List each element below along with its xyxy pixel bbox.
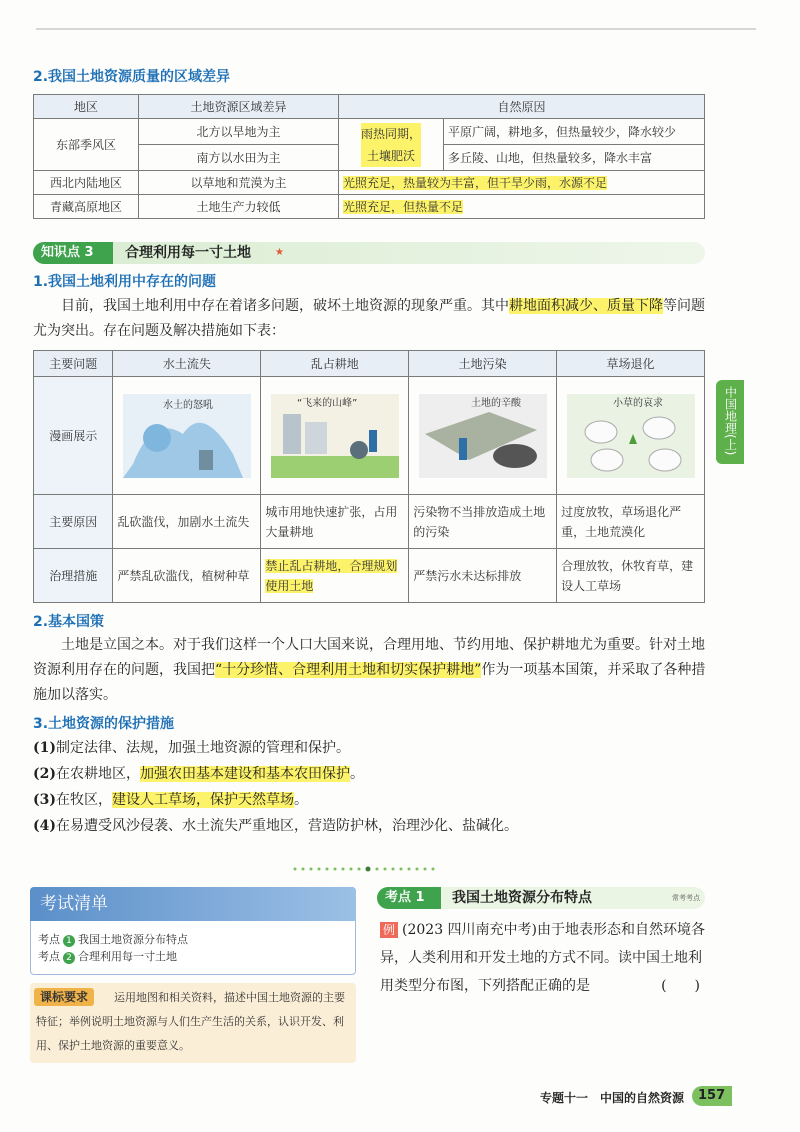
cause-erosion: 乱砍滥伐，加剧水土流失 (113, 495, 261, 549)
nw-reason: 光照充足，热量较为丰富，但干旱少雨，水源不足 (343, 176, 608, 190)
problems-header-occupation: 乱占耕地 (261, 351, 409, 377)
cartoon-caption-erosion: 水土的怒吼 (162, 399, 213, 411)
example-body (380, 916, 706, 1000)
east-south-diff: 南方以水田为主 (139, 145, 339, 171)
curriculum-text: 运用地图和相关资料，描述中国土地资源的主要特征；举例说明土地资源与人们生产生活的关系，认识开发、利用、保护土地资源的重要意义。 (36, 991, 345, 1052)
policy-text-a: 土地是立国之本。对于我们这样一个人口大国来说，合理用地、节约用地、保护耕地尤为重要。针对土地资源利用存在的问题，我国把 (33, 637, 705, 678)
erosion-cartoon-image (123, 394, 251, 478)
cartoon-caption-pollution: 土地的辛酸 (470, 397, 521, 409)
exam-item-prefix-1: 考点 (38, 933, 60, 946)
example-title: 我国土地资源分布特点 (452, 890, 592, 906)
east-common-reason-cell (339, 119, 444, 171)
protection-highlight-3: 建设人工草场，保护天然草场 (112, 792, 294, 808)
exam-list-item-1[interactable] (38, 931, 188, 947)
example-text: 由于地表形态和自然环境各异，人类利用和开发土地的方式不同。读中国土地利用类型分布图，下列搭配正确的是 (380, 922, 706, 994)
cartoon-degradation-cell (557, 377, 705, 495)
header-reason: 自然原因 (339, 95, 705, 119)
measure-occupation: 禁止乱占耕地，合理规划使用土地 (265, 558, 398, 593)
pollution-cartoon-image (419, 394, 547, 478)
protection-text-4: 在易遭受风沙侵袭、水土流失严重地区，营造防护林，治理沙化、盐碱化。 (56, 818, 518, 834)
example-answer-bracket[interactable]: ( ) (661, 978, 700, 994)
protection-item-2 (33, 762, 364, 786)
curriculum-tag: 课标要求 (34, 988, 94, 1006)
example-badge: 例 (380, 922, 398, 938)
exam-item-num-1: 1 (63, 935, 75, 947)
knowledge-point-tag: 知识点 3 (33, 242, 113, 264)
example-small-label: 常考考点 (672, 894, 700, 902)
protection-item-1 (33, 736, 350, 760)
row-label-cartoon: 漫画展示 (34, 377, 113, 495)
exam-item-text-1: 我国土地资源分布特点 (78, 933, 188, 946)
knowledge-point-title: 合理利用每一寸土地 (125, 245, 251, 261)
exam-item-num-2: 2 (63, 952, 75, 964)
nw-reason-cell (339, 171, 705, 195)
problems-header-pollution: 土地污染 (409, 351, 557, 377)
problems-table (33, 350, 705, 603)
protection-num-1: (1) (33, 740, 56, 756)
cartoon-caption-occupation: “飞来的山峰” (296, 397, 358, 409)
protection-highlight-2: 加强农田基本建设和基本农田保护 (140, 766, 350, 782)
header-region: 地区 (34, 95, 139, 119)
section-title-quality: 2.我国土地资源质量的区域差异 (33, 69, 231, 85)
problems-header-degradation: 草场退化 (557, 351, 705, 377)
cartoon-occupation-cell (261, 377, 409, 495)
policy-text-b: 作为一项基本国策，并采取了各种措施加以落实。 (33, 662, 706, 703)
row-label-measure: 治理措施 (34, 549, 113, 603)
exam-item-text-2: 合理利用每一寸土地 (78, 950, 177, 963)
east-north-reason: 平原广阔，耕地多，但热量较少，降水较少 (444, 119, 705, 145)
policy-highlight: “十分珍惜、合理利用土地和切实保护耕地” (215, 662, 482, 678)
protection-num-4: (4) (33, 818, 56, 834)
nw-region-cell: 西北内陆地区 (34, 171, 139, 195)
occupation-cartoon-image (271, 394, 399, 478)
problems-header-main: 主要问题 (34, 351, 113, 377)
protection-num-2: (2) (33, 766, 56, 782)
quality-table (33, 94, 705, 219)
example-tag: 考点 1 (377, 887, 441, 909)
degradation-cartoon-image (567, 394, 695, 478)
measure-occupation-cell (261, 549, 409, 603)
exam-item-prefix-2: 考点 (38, 950, 60, 963)
east-region-cell: 东部季风区 (34, 119, 139, 171)
footer-chapter: 专题十一 中国的自然资源 (540, 1091, 685, 1105)
protection-text-2a: 在农耕地区， (56, 766, 140, 782)
protection-text-3a: 在牧区， (56, 792, 112, 808)
qz-reason-cell (339, 195, 705, 219)
problems-highlight: 耕地面积减少、质量下降 (509, 298, 663, 314)
example-source: (2023 四川南充中考) (402, 922, 538, 938)
header-diff: 土地资源区域差异 (139, 95, 339, 119)
cause-pollution: 污染物不当排放造成土地的污染 (409, 495, 557, 549)
section-title-problems: 1.我国土地利用中存在的问题 (33, 274, 217, 290)
cartoon-caption-degradation: 小草的哀求 (612, 397, 663, 409)
top-divider (36, 28, 756, 30)
protection-num-3: (3) (33, 792, 56, 808)
side-chapter-tab (716, 380, 744, 464)
section-title-policy: 2.基本国策 (33, 614, 105, 630)
dotted-divider (290, 866, 440, 872)
qz-reason: 光照充足，但热量不足 (343, 200, 464, 214)
problems-text-b: 等问题尤为突出。存在问题及解决措施如下表： (33, 298, 705, 339)
protection-item-3 (33, 788, 308, 812)
protection-item-4 (33, 814, 518, 838)
cartoon-erosion-cell (113, 377, 261, 495)
qz-region-cell: 青藏高原地区 (34, 195, 139, 219)
policy-paragraph (33, 633, 713, 708)
exam-list-item-2[interactable] (38, 948, 177, 964)
problems-header-erosion: 水土流失 (113, 351, 261, 377)
measure-degradation: 合理放牧，休牧育草，建设人工草场 (557, 549, 705, 603)
measure-erosion: 严禁乱砍滥伐，植树种草 (113, 549, 261, 603)
east-common-reason: 雨热同期，土壤肥沃 (361, 123, 421, 167)
east-south-reason: 多丘陵、山地，但热量较多，降水丰富 (444, 145, 705, 171)
east-north-diff: 北方以旱地为主 (139, 119, 339, 145)
exam-list-title: 考试清单 (30, 887, 356, 921)
protection-text-1: 制定法律、法规，加强土地资源的管理和保护。 (56, 740, 350, 756)
qz-diff: 土地生产力较低 (139, 195, 339, 219)
cause-degradation: 过度放牧，草场退化严重，土地荒漠化 (557, 495, 705, 549)
page-number: 157 (692, 1086, 732, 1106)
protection-text-3b: 。 (294, 792, 308, 808)
measure-pollution: 严禁污水未达标排放 (409, 549, 557, 603)
cartoon-pollution-cell (409, 377, 557, 495)
section-title-protection: 3.土地资源的保护措施 (33, 716, 175, 732)
protection-text-2b: 。 (350, 766, 364, 782)
side-tab-label: 中国地理(上) (723, 386, 738, 456)
row-label-cause: 主要原因 (34, 495, 113, 549)
star-icon: ★ (275, 247, 284, 258)
cause-occupation: 城市用地快速扩张，占用大量耕地 (261, 495, 409, 549)
nw-diff: 以草地和荒漠为主 (139, 171, 339, 195)
problems-text-a: 目前，我国土地利用中存在着诸多问题，破坏土地资源的现象严重。其中 (61, 298, 509, 314)
problems-paragraph (33, 294, 713, 344)
